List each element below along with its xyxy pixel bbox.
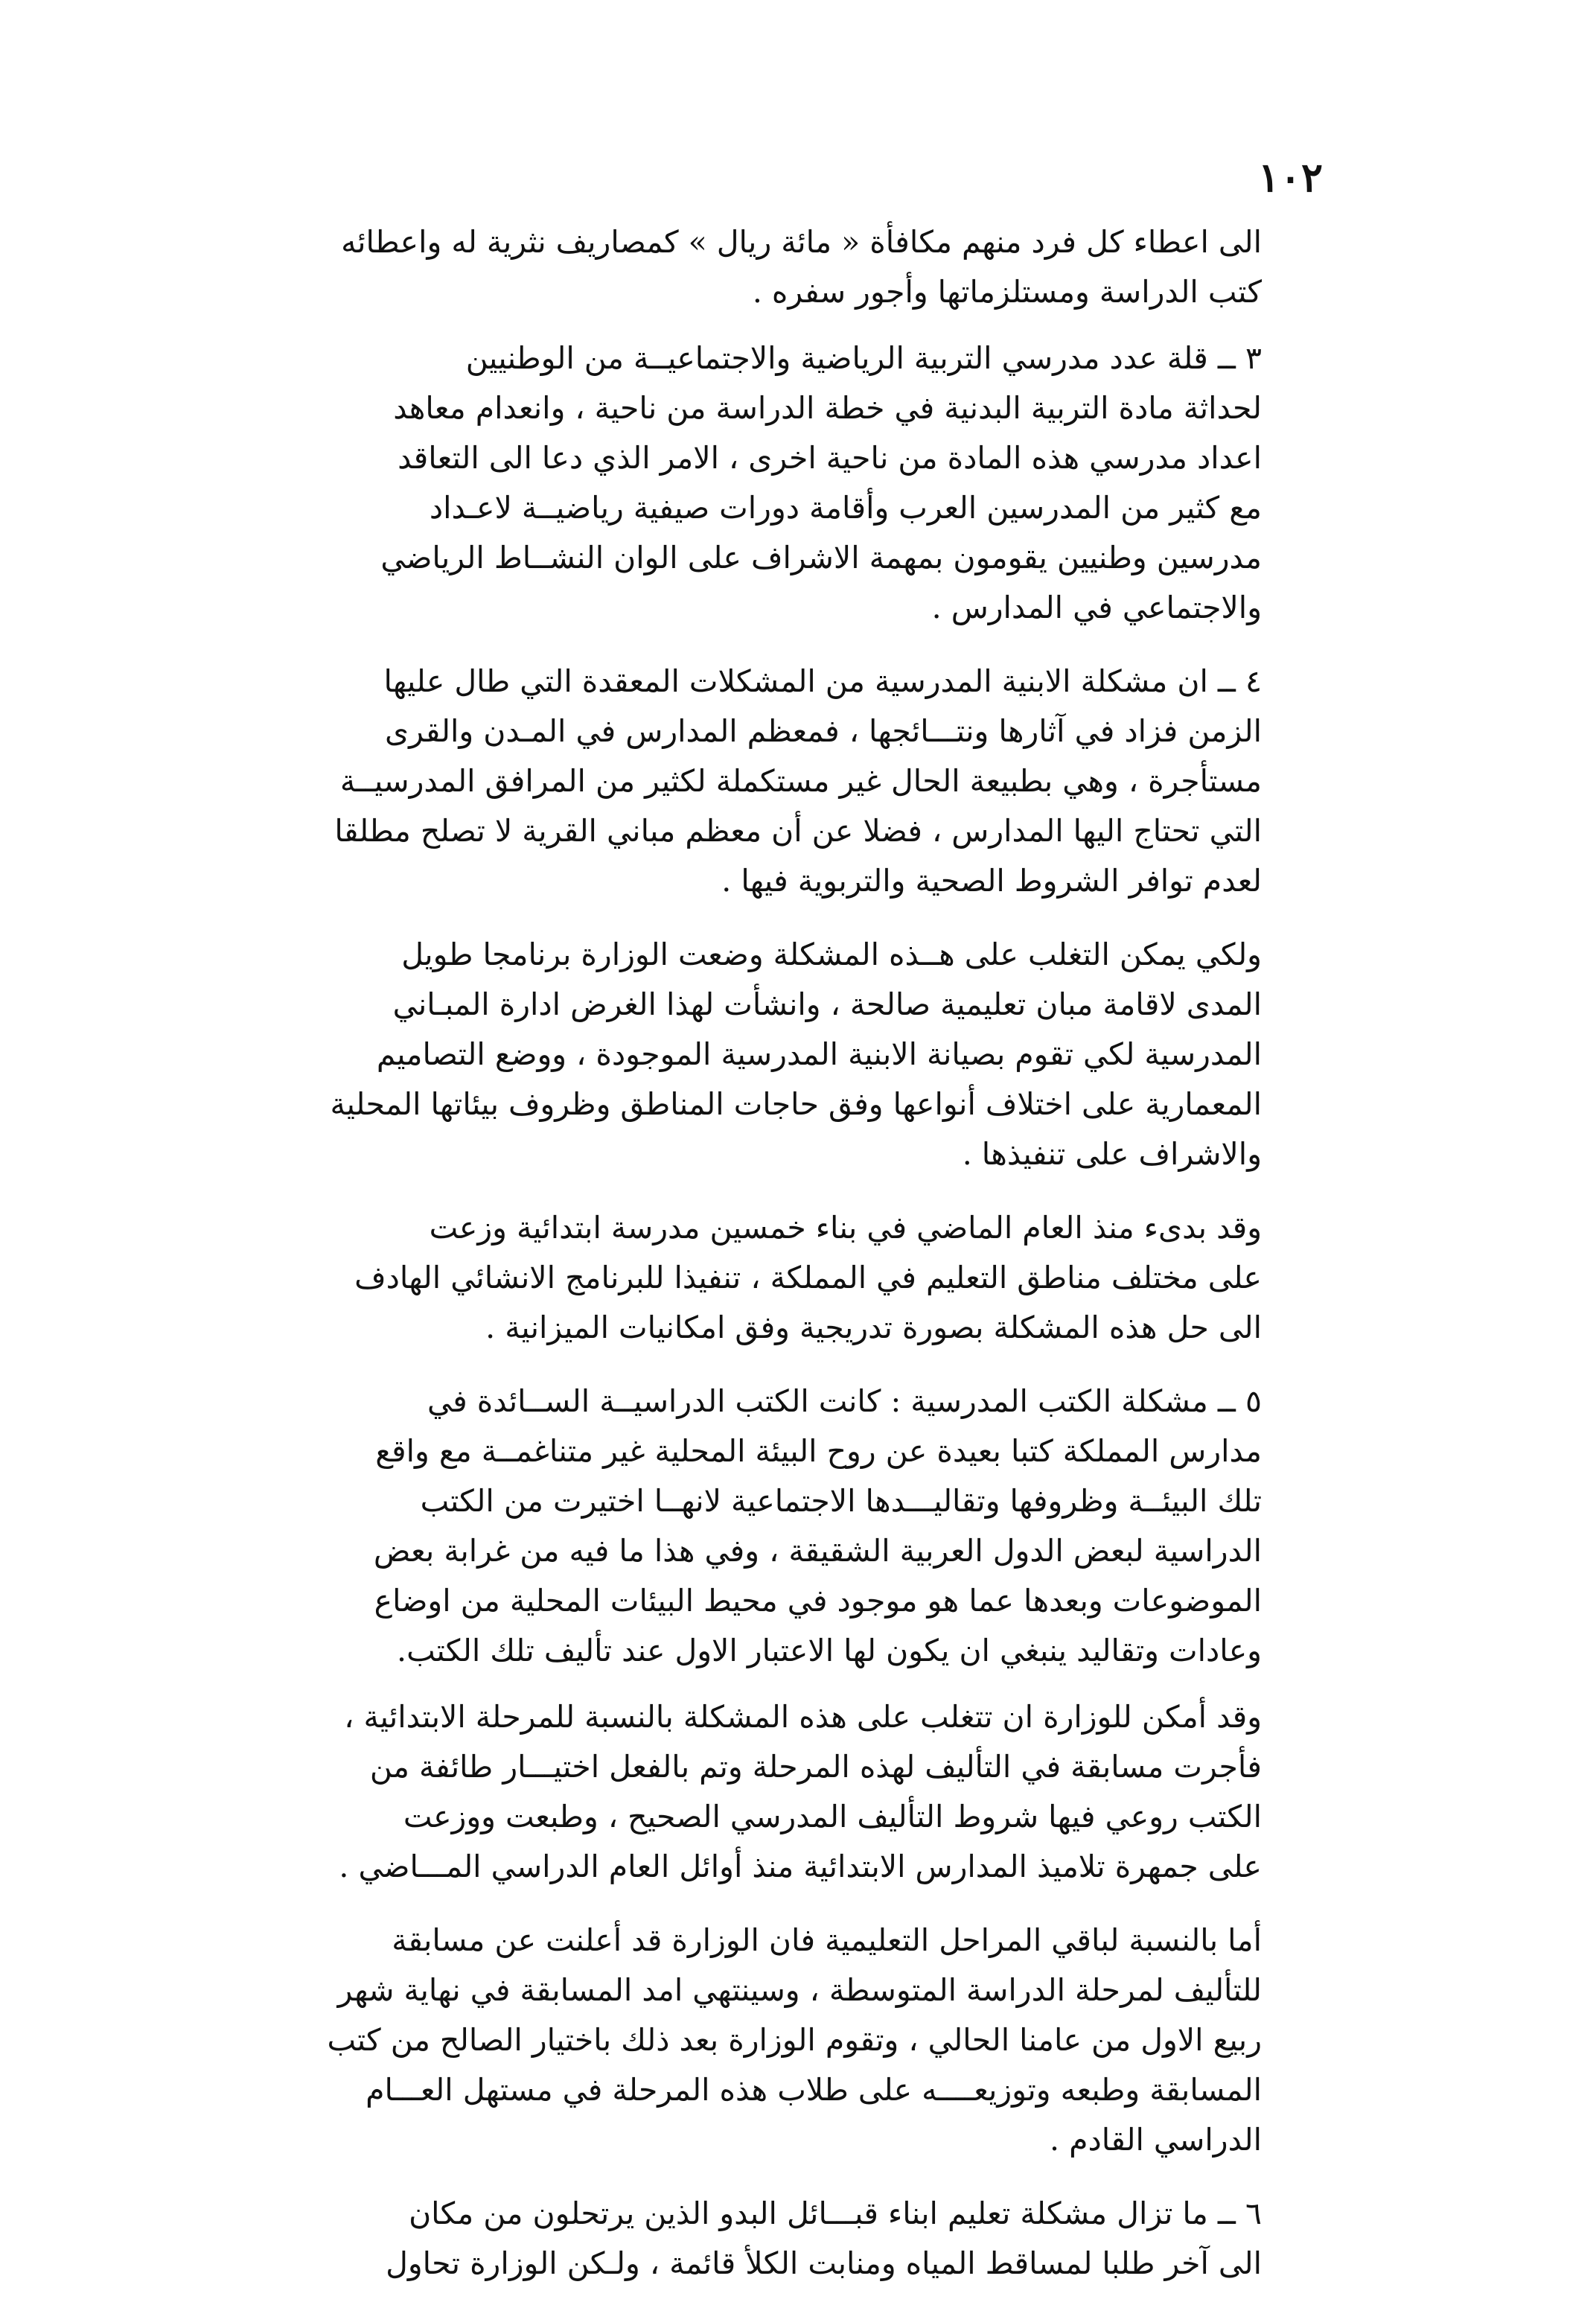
paragraph-9: ٦ ــ ما تزال مشكلة تعليم ابناء قبـــائل البدو الذين يرتحلون من مكان الى آخر طلبا لمساقط المياه ومنابت الكلأ قائمة ، ولـكن الوزارة تحاول	[386, 2196, 1262, 2281]
paragraph-6: ٥ ــ مشكلة الكتب المدرسية : كانت الكتب الدراسيــة الســائدة في مدارس المملكة كتبا بعيدة عن روح البيئة المحلية غير متناغمــة مع واقع تلك البيئــة وظروفها وتقاليـــدها الاجتماعية لانهــا اختيرت من الكتب الدراسية لبعض الدول العربية الشقيقة ، وفي هذا ما فيه من غرابة بعض الموضوعات وبعدها عما هو موجود في محيط البيئات المحلية من اوضاع وعادات وتقاليد ينبغي ان يكون لها الاعتبار الاول عند تأليف تلك الكتب.	[373, 1383, 1262, 1668]
paragraph-5: وقد بدىء منذ العام الماضي في بناء خمسين مدرسة ابتدائية وزعت على مختلف مناطق التعليم في المملكة ، تنفيذا للبرنامج الانشائي الهادف الى حل هذه المشكلة بصورة تدريجية وفق امكانيات الميزانية .	[354, 1210, 1262, 1345]
body-text	[253, 217, 1262, 2305]
page-number: ١٠٢	[1258, 153, 1324, 201]
paragraph-7: وقد أمكن للوزارة ان تتغلب على هذه المشكلة بالنسبة للمرحلة الابتدائية ، فأجرت مسابقة في التأليف لهذه المرحلة وتم بالفعل اختيـــار طائفة من الكتب روعي فيها شروط التأليف المدرسي الصحيح ، وطبعت ووزعت على جمهرة تلاميذ المدارس الابتدائية منذ أوائل العام الدراسي المـــاضي .	[339, 1699, 1262, 1884]
paragraph-8: أما بالنسبة لباقي المراحل التعليمية فان الوزارة قد أعلنت عن مسابقة للتأليف لمرحلة الدراسة المتوسطة ، وسينتهي امد المسابقة في نهاية شهر ربيع الاول من عامنا الحالي ، وتقوم الوزارة بعد ذلك باختيار الصالح من كتب المسابقة وطبعه وتوزيعــــه على طلاب هذه المرحلة في مستهل العـــام الدراسي القادم .	[327, 1922, 1262, 2158]
paragraph-4: ولكي يمكن التغلب على هــذه المشكلة وضعت الوزارة برنامجا طويل المدى لاقامة مبان تعليمية صالحة ، وانشأت لهذا الغرض ادارة المبـاني المدرسية لكي تقوم بصيانة الابنية المدرسية الموجودة ، ووضع التصاميم المعمارية على اختلاف أنواعها وفق حاجات المناطق وظروف بيئاتها المحلية والاشراف على تنفيذها .	[330, 937, 1262, 1172]
paragraph-3: ٤ ــ ان مشكلة الابنية المدرسية من المشكلات المعقدة التي طال عليها الزمن فزاد في آثارها ونتـــائجها ، فمعظم المدارس في المـدن والقرى مستأجرة ، وهي بطبيعة الحال غير مستكملة لكثير من المرافق المدرسيــة التي تحتاج اليها المدارس ، فضلا عن أن معظم مباني القرية لا تصلح مطلقا لعدم توافر الشروط الصحية والتربوية فيها .	[334, 663, 1262, 899]
paragraph-2: ٣ ــ قلة عدد مدرسي التربية الرياضية والاجتماعيــة من الوطنيين لحداثة مادة التربية البدنية في خطة الدراسة من ناحية ، وانعدام معاهد اعداد مدرسي هذه المادة من ناحية اخرى ، الامر الذي دعا الى التعاقد مع كثير من المدرسين العرب وأقامة دورات صيفية رياضيــة لاعـداد مدرسين وطنيين يقومون بمهمة الاشراف على الوان النشــاط الرياضي والاجتماعي في المدارس .	[380, 340, 1262, 625]
paragraph-1: الى اعطاء كل فرد منهم مكافأة « مائة ريال » كمصاريف نثرية له واعطائه كتب الدراسة ومستلزماتها وأجور سفره .	[341, 224, 1262, 310]
